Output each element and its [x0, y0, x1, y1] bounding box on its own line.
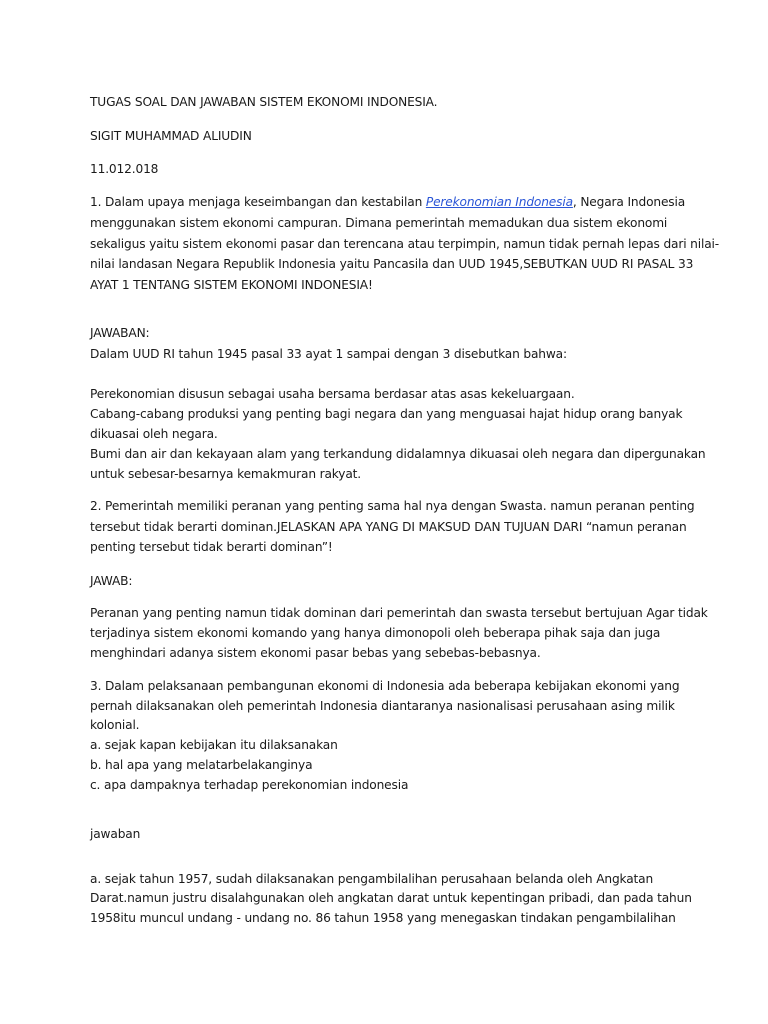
answer-1-label: JAWABAN:: [90, 326, 150, 340]
student-id: 11.012.018: [90, 162, 159, 176]
answer-2-line-1: Peranan yang penting namun tidak dominan dari pemerintah dan swasta tersebut bertujuan Agar tidak: [90, 606, 708, 620]
answer-1-point-3-line-1: Bumi dan air dan kekayaan alam yang terkandung didalamnya dikuasai oleh negara dan dipergunakan: [90, 447, 706, 461]
answer-3-label: jawaban: [90, 827, 141, 841]
question-3-line-1: 3. Dalam pelaksanaan pembangunan ekonomi di Indonesia ada beberapa kebijakan ekonomi yang: [90, 679, 680, 693]
answer-1-intro: Dalam UUD RI tahun 1945 pasal 33 ayat 1 sampai dengan 3 disebutkan bahwa:: [90, 347, 567, 361]
answer-3-line-1: a. sejak tahun 1957, sudah dilaksanakan pengambilalihan perusahaan belanda oleh Angkatan: [90, 872, 654, 886]
question-1-text-end: , Negara Indonesia: [572, 195, 686, 209]
question-3-item-b: b. hal apa yang melatarbelakanginya: [90, 758, 313, 772]
question-1-line-3: sekaligus yaitu sistem ekonomi pasar dan terencana atau terpimpin, namun tidak pernah lepas dari nilai-: [90, 237, 720, 251]
answer-2-label: JAWAB:: [90, 574, 133, 588]
perekonomian-indonesia-link[interactable]: Perekonomian Indonesia: [425, 195, 573, 209]
answer-2-line-3: menghindari adanya sistem ekonomi pasar bebas yang sebebas-bebasnya.: [90, 646, 541, 660]
answer-1-point-2-line-1: Cabang-cabang produksi yang penting bagi negara dan yang menguasai hajat hidup orang banyak: [90, 407, 683, 421]
question-1-line-4: nilai landasan Negara Republik Indonesia yaitu Pancasila dan UUD 1945,SEBUTKAN UUD RI PASAL 33: [90, 257, 694, 271]
answer-1-point-3-line-2: untuk sebesar-besarnya kemakmuran rakyat.: [90, 467, 362, 481]
answer-1-point-1: Perekonomian disusun sebagai usaha bersama berdasar atas asas kekeluargaan.: [90, 387, 575, 401]
question-3-line-2: pernah dilaksanakan oleh pemerintah Indonesia diantaranya nasionalisasi perusahaan asing milik: [90, 699, 675, 713]
question-1-line-1: [90, 194, 685, 210]
answer-3-line-3: 1958itu muncul undang - undang no. 86 tahun 1958 yang menegaskan tindakan pengambilalihan: [90, 911, 676, 925]
question-2-line-2: tersebut tidak berarti dominan.JELASKAN APA YANG DI MAKSUD DAN TUJUAN DARI “namun peranan: [90, 520, 687, 534]
document-title: TUGAS SOAL DAN JAWABAN SISTEM EKONOMI INDONESIA.: [90, 95, 438, 109]
question-1-line-2: menggunakan sistem ekonomi campuran. Dimana pemerintah memadukan dua sistem ekonomi: [90, 216, 668, 230]
question-2-line-1: 2. Pemerintah memiliki peranan yang penting sama hal nya dengan Swasta. namun peranan penting: [90, 499, 695, 513]
answer-3-line-2: Darat.namun justru disalahgunakan oleh angkatan darat untuk kepentingan pribadi, dan pada tahun: [90, 891, 692, 905]
question-1-text-start: 1. Dalam upaya menjaga keseimbangan dan kestabilan: [90, 195, 426, 209]
question-2-line-3: penting tersebut tidak berarti dominan”!: [90, 540, 333, 554]
author-name: SIGIT MUHAMMAD ALIUDIN: [90, 129, 252, 143]
question-1-line-5: AYAT 1 TENTANG SISTEM EKONOMI INDONESIA!: [90, 278, 373, 292]
question-3-item-a: a. sejak kapan kebijakan itu dilaksanakan: [90, 738, 338, 752]
answer-1-point-2-line-2: dikuasai oleh negara.: [90, 427, 218, 441]
question-3-item-c: c. apa dampaknya terhadap perekonomian indonesia: [90, 778, 409, 792]
answer-2-line-2: terjadinya sistem ekonomi komando yang hanya dimonopoli oleh beberapa pihak saja dan juga: [90, 626, 661, 640]
question-3-line-3: kolonial.: [90, 718, 140, 732]
